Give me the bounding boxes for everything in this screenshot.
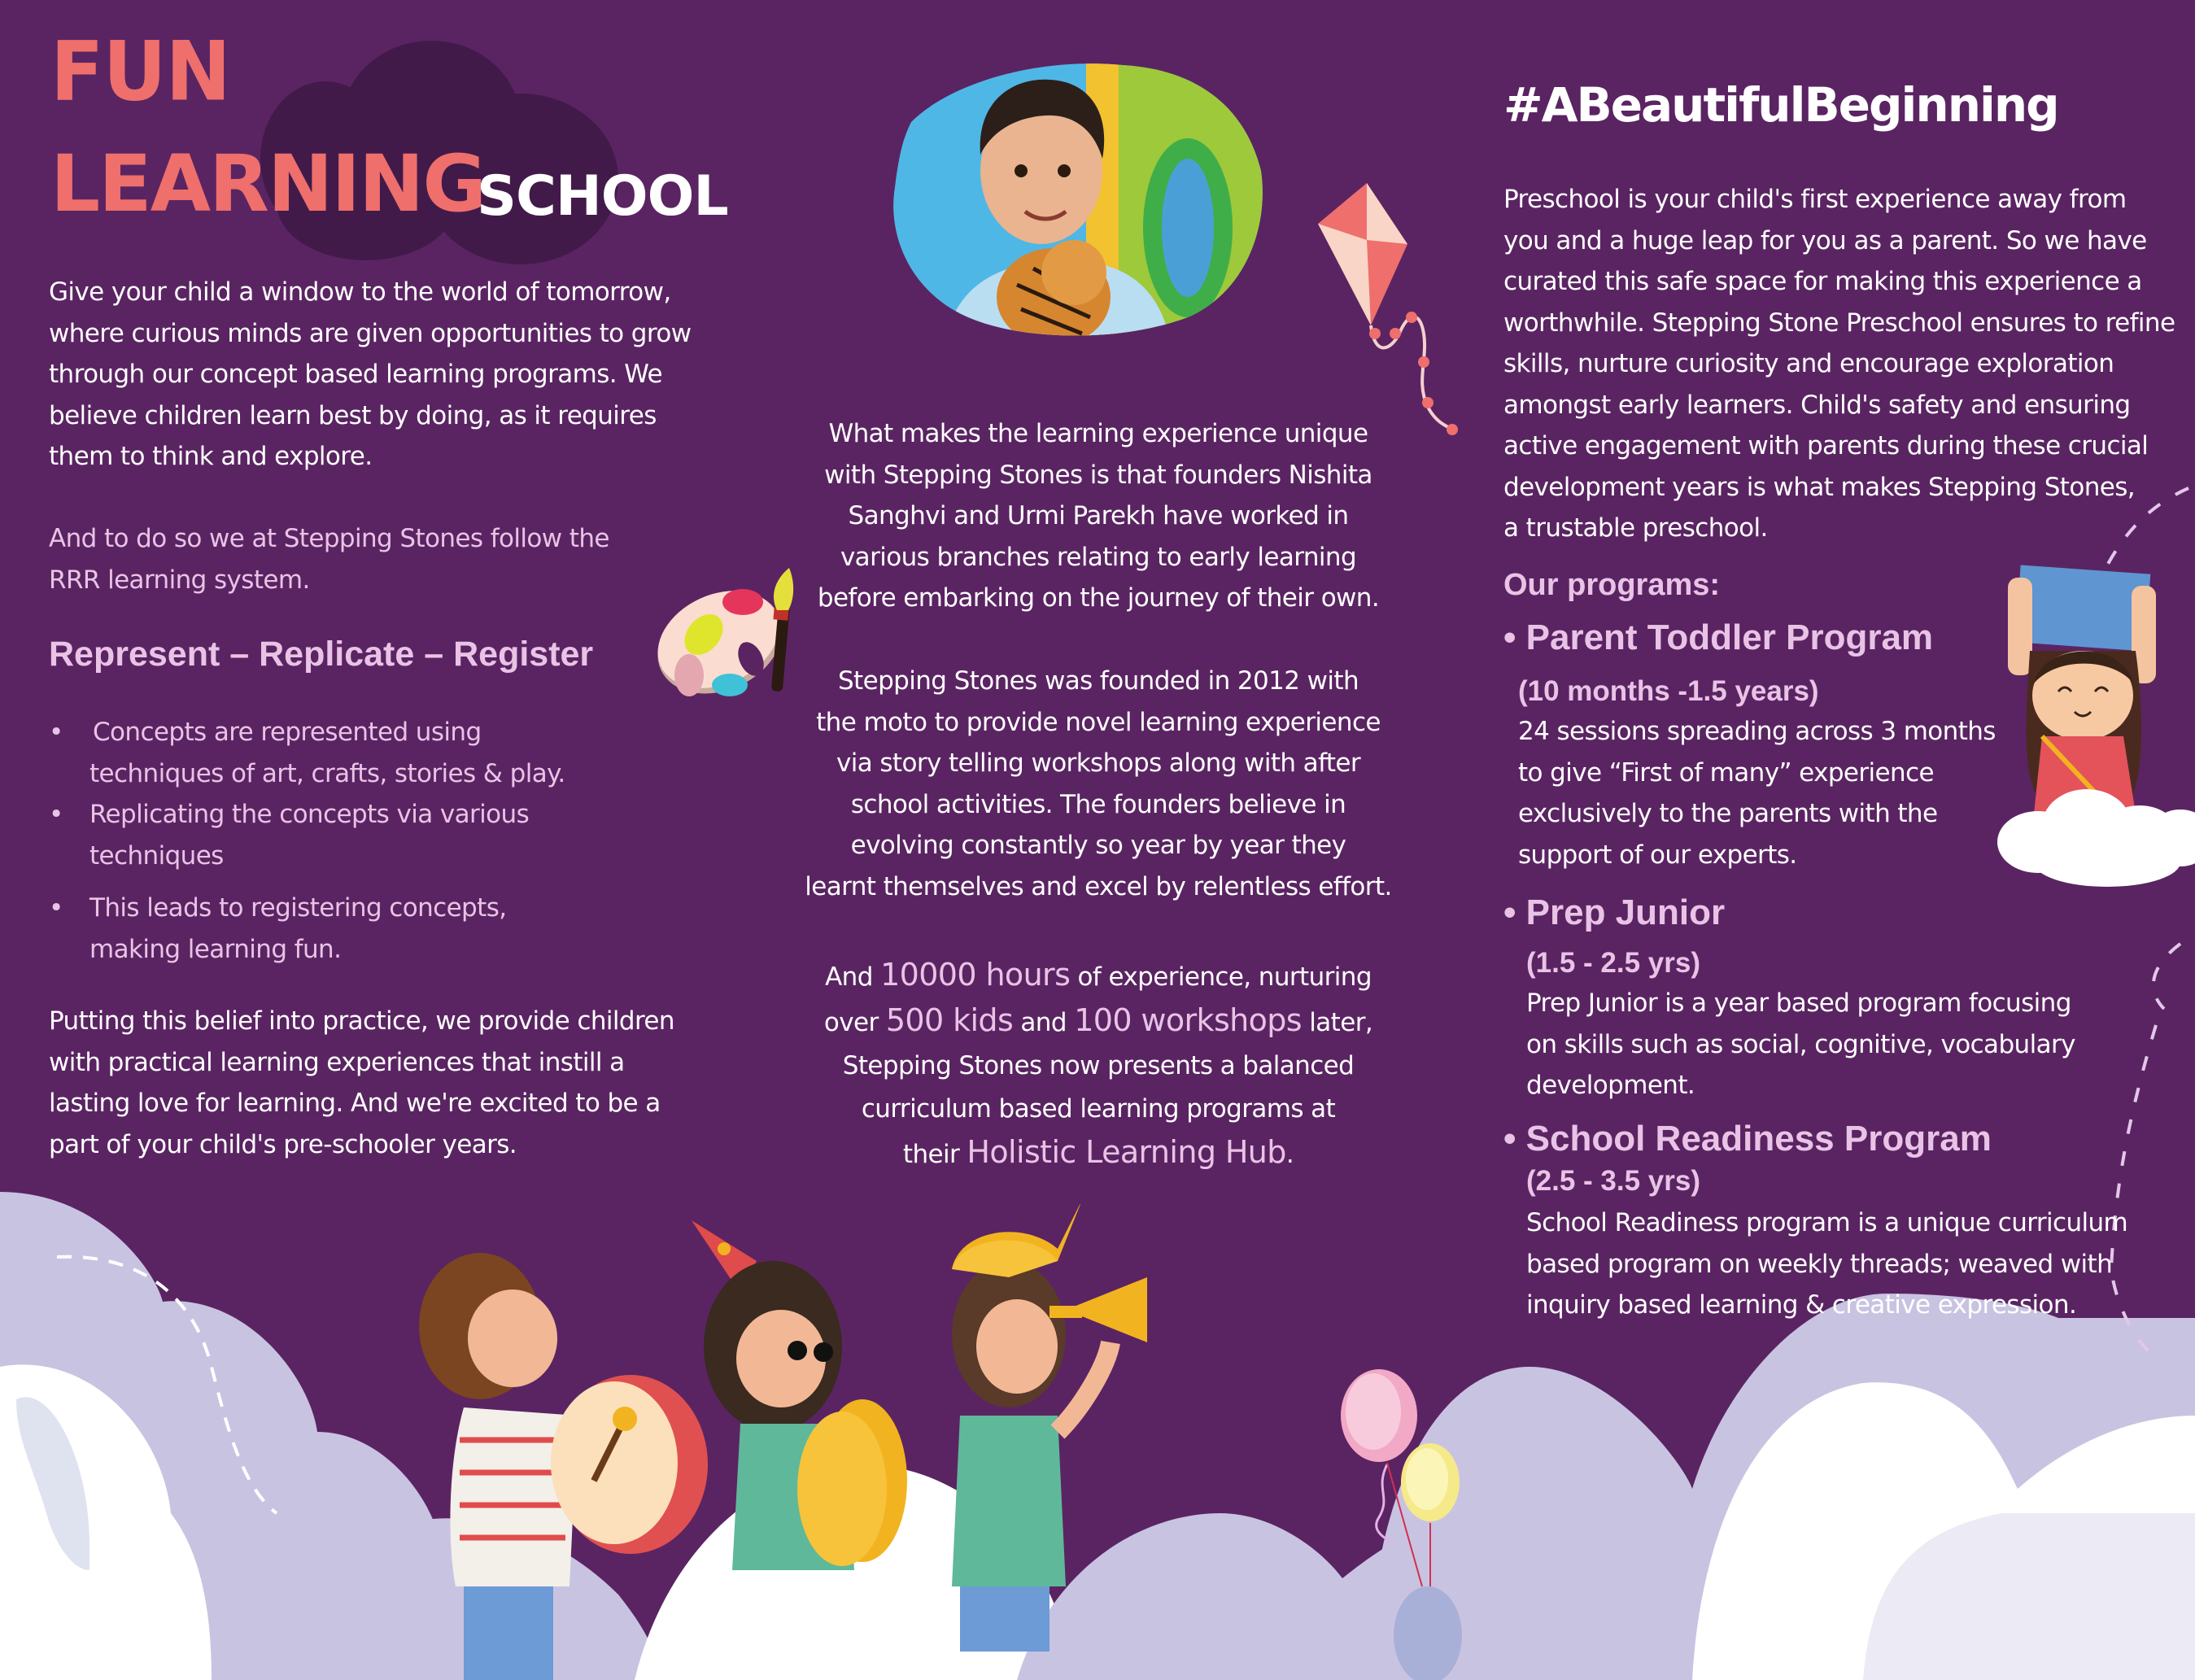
stats-text: their [902, 1140, 967, 1169]
founders-line: What makes the learning experience unique [828, 419, 1368, 448]
rrr-heading: Represent – Replicate – Register [49, 635, 594, 674]
about-line: skills, nurture curiosity and encourage exploration [1503, 349, 2114, 378]
stats-text: And [825, 962, 881, 992]
program-title-parent-toddler [1503, 617, 1934, 657]
stats-line: curriculum based learning programs at [861, 1094, 1336, 1124]
bullet-line: Replicating the concepts via various [89, 800, 530, 829]
balloons-illustration [1326, 1367, 1489, 1595]
title-fun: FUN [50, 24, 230, 120]
intro-line: through our concept based learning programs. We [49, 360, 662, 389]
rrr-bullet-list [49, 712, 716, 970]
history-line: Stepping Stones was founded in 2012 with [837, 666, 1359, 696]
program-name: Prep Junior [1525, 892, 1726, 932]
closing-line: part of your child's pre-schooler years. [49, 1129, 517, 1159]
bullet-line: Concepts are represented using [93, 718, 482, 747]
about-paragraph [1503, 179, 2179, 549]
program-desc-line: support of our experts. [1518, 840, 1797, 870]
program-desc-line: inquiry based learning & creative expression. [1526, 1290, 2077, 1320]
founders-line: before embarking on the journey of their own. [817, 583, 1380, 613]
about-line: you and a huge leap for you as a parent. So we have [1503, 225, 2147, 255]
program-title-prep-junior [1503, 892, 1726, 932]
program-description [1518, 711, 2006, 875]
founders-line: Sanghvi and Urmi Parekh have worked in [848, 501, 1349, 530]
intro-paragraph [49, 272, 732, 478]
stats-text: and [1013, 1008, 1075, 1037]
kids-band-illustration [391, 1204, 1237, 1680]
child-photo [879, 49, 1269, 350]
bullet-line: techniques [89, 840, 224, 871]
program-desc-line: to give “First of many” experience [1518, 757, 1934, 788]
about-line: a trustable preschool. [1503, 513, 1768, 543]
bullet-icon: • [1503, 892, 1516, 932]
intro-line: believe children learn best by doing, as it requires [49, 400, 657, 430]
drummer-kid [419, 1253, 708, 1680]
rrr-intro-line: RRR learning system. [49, 565, 310, 595]
stats-line [773, 1131, 1424, 1176]
program-title-school-readiness [1503, 1121, 1992, 1157]
stat-workshops: 100 workshops [1074, 1002, 1303, 1038]
bullet-icon: • [49, 800, 63, 829]
closing-line: lasting love for learning. And we're excited to be a [49, 1089, 661, 1118]
history-line: learnt themselves and excel by relentless effort. [805, 871, 1392, 901]
founders-line: various branches relating to early learning [840, 542, 1357, 572]
title-school: SCHOOL [477, 164, 728, 229]
about-line: worthwhile. Stepping Stone Preschool ensures to refine [1503, 308, 2175, 338]
intro-line: them to think and explore. [49, 442, 373, 471]
bullet-icon: • [49, 893, 63, 923]
program-desc-line: on skills such as social, cognitive, vocabulary [1526, 1029, 2075, 1059]
history-line: school activities. The founders believe in [850, 789, 1346, 819]
rrr-intro-line: And to do so we at Stepping Stones follow the [49, 524, 609, 553]
bullet-icon: • [1503, 617, 1516, 657]
closing-paragraph [49, 1001, 732, 1165]
program-age-range: (2.5 - 3.5 yrs) [1526, 1165, 1700, 1197]
about-line: development years is what makes Stepping Stones, [1503, 472, 2136, 502]
history-line: via story telling workshops along with after [836, 748, 1361, 778]
bullet-icon: • [1503, 1119, 1516, 1159]
history-paragraph [773, 661, 1424, 907]
program-desc-line: based program on weekly threads; weaved with [1526, 1249, 2113, 1279]
programs-heading: Our programs: [1503, 568, 1721, 602]
program-desc-line: exclusively to the parents with the [1518, 799, 1938, 828]
closing-line: with practical learning experiences that instill a [49, 1047, 625, 1077]
stats-line: Stepping Stones now presents a balanced [842, 1051, 1355, 1080]
bullet-line: techniques of art, crafts, stories & play. [89, 758, 565, 788]
stat-hours: 10000 hours [880, 957, 1071, 993]
bullet-line: This leads to registering concepts, [89, 893, 507, 923]
program-age-range: (10 months -1.5 years) [1518, 675, 1819, 707]
program-age-range: (1.5 - 2.5 yrs) [1526, 947, 1700, 979]
kite-icon [1318, 171, 1464, 439]
title-learning: LEARNING [50, 138, 486, 229]
rrr-bullet-item [49, 712, 716, 794]
program-desc-line: 24 sessions spreading across 3 months [1518, 717, 1996, 746]
intro-line: where curious minds are given opportunities to grow [49, 318, 692, 348]
program-name: Parent Toddler Program [1525, 617, 1934, 657]
stats-text: of experience, nurturing [1070, 962, 1372, 992]
history-line: evolving constantly so year by year they [850, 831, 1346, 860]
rrr-bullet-item [49, 794, 716, 876]
trumpet-kid [952, 1204, 1147, 1652]
stats-text: over [823, 1008, 886, 1037]
rrr-bullet-item [49, 888, 716, 970]
program-desc-line: development. [1526, 1071, 1695, 1100]
small-cloud-illustration [1993, 781, 2195, 895]
rrr-intro-paragraph [49, 518, 716, 600]
program-desc-line: School Readiness program is a unique curriculum [1526, 1208, 2128, 1237]
program-description [1526, 983, 2096, 1106]
stats-text: later, [1302, 1008, 1373, 1037]
program-description [1526, 1202, 2177, 1326]
cymbal-kid [692, 1220, 907, 1570]
about-line: Preschool is your child's first experience away from [1503, 185, 2127, 214]
stat-kids: 500 kids [885, 1002, 1014, 1038]
history-line: the moto to provide novel learning experience [816, 707, 1381, 737]
hashtag-heading: #ABeautifulBeginning [1503, 77, 2058, 133]
about-line: amongst early learners. Child's safety and ensuring [1503, 390, 2131, 420]
bullet-line: making learning fun. [89, 934, 342, 964]
stats-paragraph [773, 953, 1424, 1176]
about-line: curated this safe space for making this experience a [1503, 267, 2142, 296]
about-line: active engagement with parents during these crucial [1503, 431, 2149, 460]
stats-line [773, 999, 1424, 1045]
holistic-learning-hub: Holistic Learning Hub [967, 1134, 1286, 1170]
intro-line: Give your child a window to the world of tomorrow, [49, 277, 671, 307]
program-desc-line: Prep Junior is a year based program focusing [1526, 988, 2071, 1018]
program-name: School Readiness Program [1525, 1119, 1992, 1159]
bullet-icon: • [49, 718, 63, 747]
founders-line: with Stepping Stones is that founders Nishita [824, 460, 1372, 490]
founders-paragraph [773, 413, 1424, 619]
stats-text: . [1285, 1140, 1294, 1169]
stats-line [773, 953, 1424, 999]
closing-line: Putting this belief into practice, we provide children [49, 1006, 674, 1036]
